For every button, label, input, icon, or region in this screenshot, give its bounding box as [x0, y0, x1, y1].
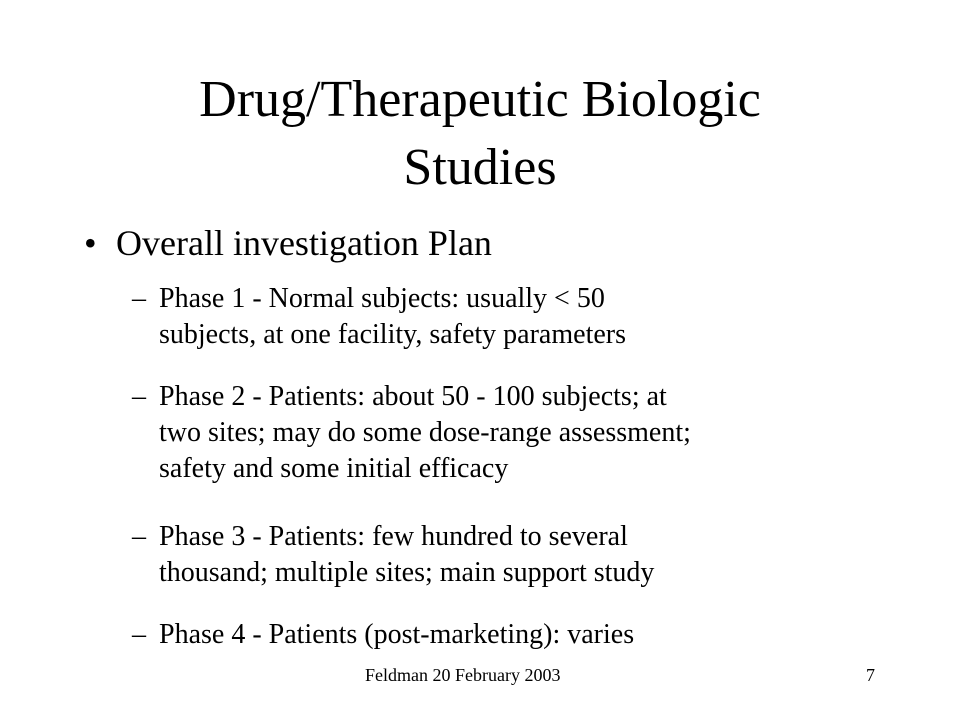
sub-bullet-line: safety and some initial efficacy — [159, 453, 509, 484]
main-bullet — [84, 218, 492, 268]
sub-bullet-text — [132, 379, 691, 487]
sub-bullet-line: subjects, at one facility, safety parameters — [159, 319, 626, 350]
sub-bullet-marker: – — [132, 381, 146, 412]
sub-bullet-text — [132, 281, 626, 353]
slide-title — [60, 66, 900, 202]
bullet-marker: • — [84, 223, 97, 263]
main-bullet-text: Overall investigation Plan — [116, 223, 492, 263]
sub-bullet-phase-2 — [132, 379, 691, 487]
sub-bullet-line: Phase 3 - Patients: few hundred to several — [159, 521, 628, 552]
sub-bullet-line: Phase 4 - Patients (post-marketing): varies — [159, 619, 635, 650]
sub-bullet-phase-4 — [132, 617, 634, 653]
sub-bullet-line: Phase 1 - Normal subjects: usually < 50 — [159, 283, 605, 314]
sub-bullet-marker: – — [132, 283, 146, 314]
sub-bullet-marker: – — [132, 619, 146, 650]
slide-title-line: Studies — [403, 139, 557, 196]
sub-bullet-marker: – — [132, 521, 146, 552]
footer-author-date: Feldman 20 February 2003 — [365, 665, 561, 685]
sub-bullet-text — [132, 519, 654, 591]
sub-bullet-line: Phase 2 - Patients: about 50 - 100 subjects; at — [159, 381, 667, 412]
sub-bullet-phase-1 — [132, 281, 626, 353]
slide-title-line: Drug/Therapeutic Biologic — [199, 71, 761, 128]
sub-bullet-text — [132, 617, 634, 653]
sub-bullet-line: two sites; may do some dose-range assessment; — [159, 417, 691, 448]
sub-bullet-phase-3 — [132, 519, 654, 591]
slide-page-number: 7 — [866, 665, 875, 685]
sub-bullet-line: thousand; multiple sites; main support study — [159, 557, 655, 588]
